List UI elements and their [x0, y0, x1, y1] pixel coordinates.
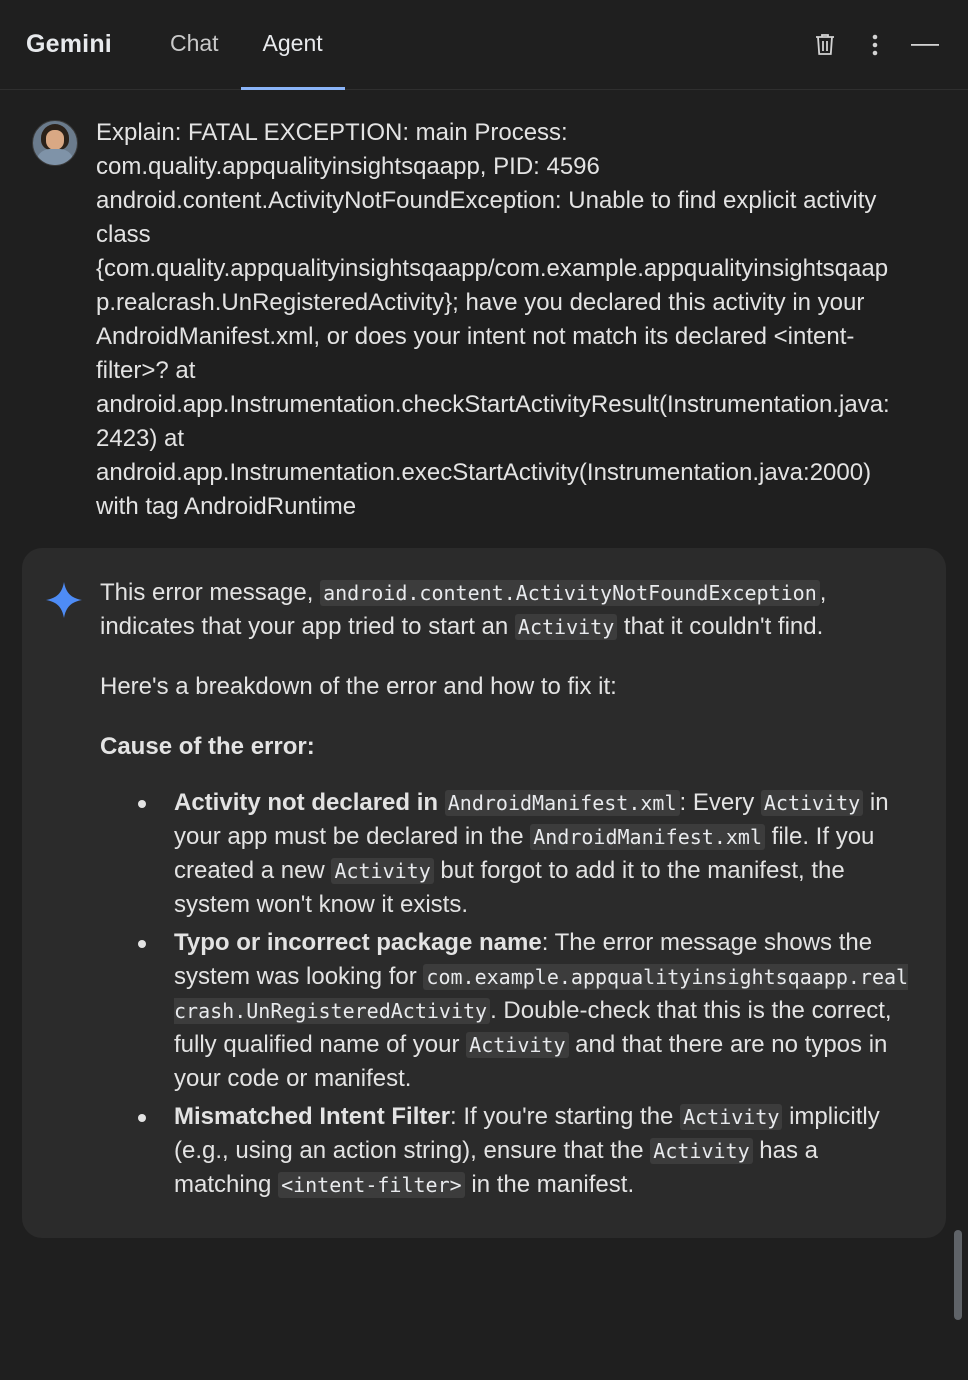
- bullet-2-seg1: : The error message shows the system was looking for: [174, 929, 873, 990]
- user-message: [22, 116, 946, 524]
- user-message-text: Explain: FATAL EXCEPTION: main Process: com.quality.appqualityinsightsqaapp, PID: 4596 android.content.ActivityNotFoundException: Unable to find explicit activity class {com.quality.appqualityinsightsqaapp/com.example.appqualityinsightsqaapp.realcrash.UnRegisteredActivity}; have you declared this activity in your AndroidManifest.xml, or does your intent not match its declared <intent-filter>? at android.app.Instrumentation.checkStartActivityResult(Instrumentation.java:2423) at android.app.Instrumentation.execStartActivity(Instrumentation.java:2000) with tag AndroidRuntime: [96, 119, 890, 520]
- bullet-2-seg3: and that there are no typos in your code or manifest.: [174, 1031, 888, 1092]
- intro-text-2: , indicates that your app tried to start an: [100, 579, 827, 640]
- list-item: [138, 786, 920, 922]
- response-breakdown: Here's a breakdown of the error and how to fix it:: [100, 673, 617, 700]
- bullet-3-code1: Activity: [680, 1104, 782, 1130]
- bullet-1-seg3: file. If you created a new: [174, 823, 875, 884]
- bullet-3-seg2: implicitly (e.g., using an action string), ensure that the: [174, 1103, 880, 1164]
- model-response: [22, 548, 946, 1238]
- tab-chat[interactable]: [148, 0, 241, 90]
- cause-heading: Cause of the error:: [100, 733, 315, 760]
- bullet-1-seg4: but forgot to add it to the manifest, the system won't know it exists.: [174, 857, 845, 918]
- bullet-2-code1: com.example.appqualityinsightsqaapp.realcrash.UnRegisteredActivity: [174, 965, 909, 1023]
- tab-agent[interactable]: [241, 0, 345, 90]
- response-intro: [100, 576, 920, 644]
- bullet-1-code2: AndroidManifest.xml: [530, 824, 765, 850]
- trash-icon: [813, 32, 837, 58]
- bullet-2-seg2: . Double-check that this is the correct, fully qualified name of your: [174, 997, 892, 1058]
- bullet-1-seg1: : Every: [679, 789, 761, 816]
- bullet-2-code2: Activity: [466, 1032, 568, 1058]
- conversation-scroll-area[interactable]: [0, 90, 968, 1380]
- bullet-1-code3: Activity: [331, 858, 433, 884]
- intro-text-3: that it couldn't find.: [617, 613, 824, 640]
- intro-text-1: This error message,: [100, 579, 321, 606]
- bullet-1-seg2: in your app must be declared in the: [174, 789, 889, 850]
- list-item: [138, 926, 920, 1096]
- tab-chat-label: Chat: [169, 29, 219, 56]
- tab-agent-label: Agent: [262, 29, 323, 56]
- more-vertical-icon: [872, 33, 878, 57]
- intro-code-1: android.content.ActivityNotFoundException: [320, 580, 820, 606]
- bullet-3-title: Mismatched Intent Filter: [174, 1103, 451, 1130]
- minimize-button[interactable]: [902, 22, 948, 68]
- gemini-sparkle-icon: [44, 580, 84, 620]
- intro-code-2: Activity: [515, 614, 617, 640]
- bullet-3-seg4: in the manifest.: [464, 1171, 635, 1198]
- avatar: [32, 120, 78, 166]
- delete-button[interactable]: [802, 22, 848, 68]
- bullet-1-title-code: AndroidManifest.xml: [445, 790, 680, 816]
- app-title: Gemini: [26, 30, 112, 58]
- tab-bar: [148, 0, 345, 90]
- header-actions: [802, 22, 948, 68]
- bullet-3-seg1: : If you're starting the: [450, 1103, 681, 1130]
- window-header: [0, 0, 968, 90]
- vertical-scrollbar-thumb[interactable]: [954, 1230, 962, 1320]
- more-options-button[interactable]: [852, 22, 898, 68]
- minimize-icon: [911, 42, 939, 48]
- list-item: [138, 1100, 920, 1202]
- bullet-3-code2: Activity: [650, 1138, 752, 1164]
- bullet-1-title: Activity not declared in: [174, 789, 445, 816]
- bullet-1-code1: Activity: [761, 790, 863, 816]
- bullet-3-seg3: has a matching: [174, 1137, 818, 1198]
- cause-list: [100, 786, 920, 1202]
- model-response-body: [100, 576, 920, 1206]
- bullet-3-code3: <intent-filter>: [278, 1172, 465, 1198]
- bullet-2-title: Typo or incorrect package name: [174, 929, 542, 956]
